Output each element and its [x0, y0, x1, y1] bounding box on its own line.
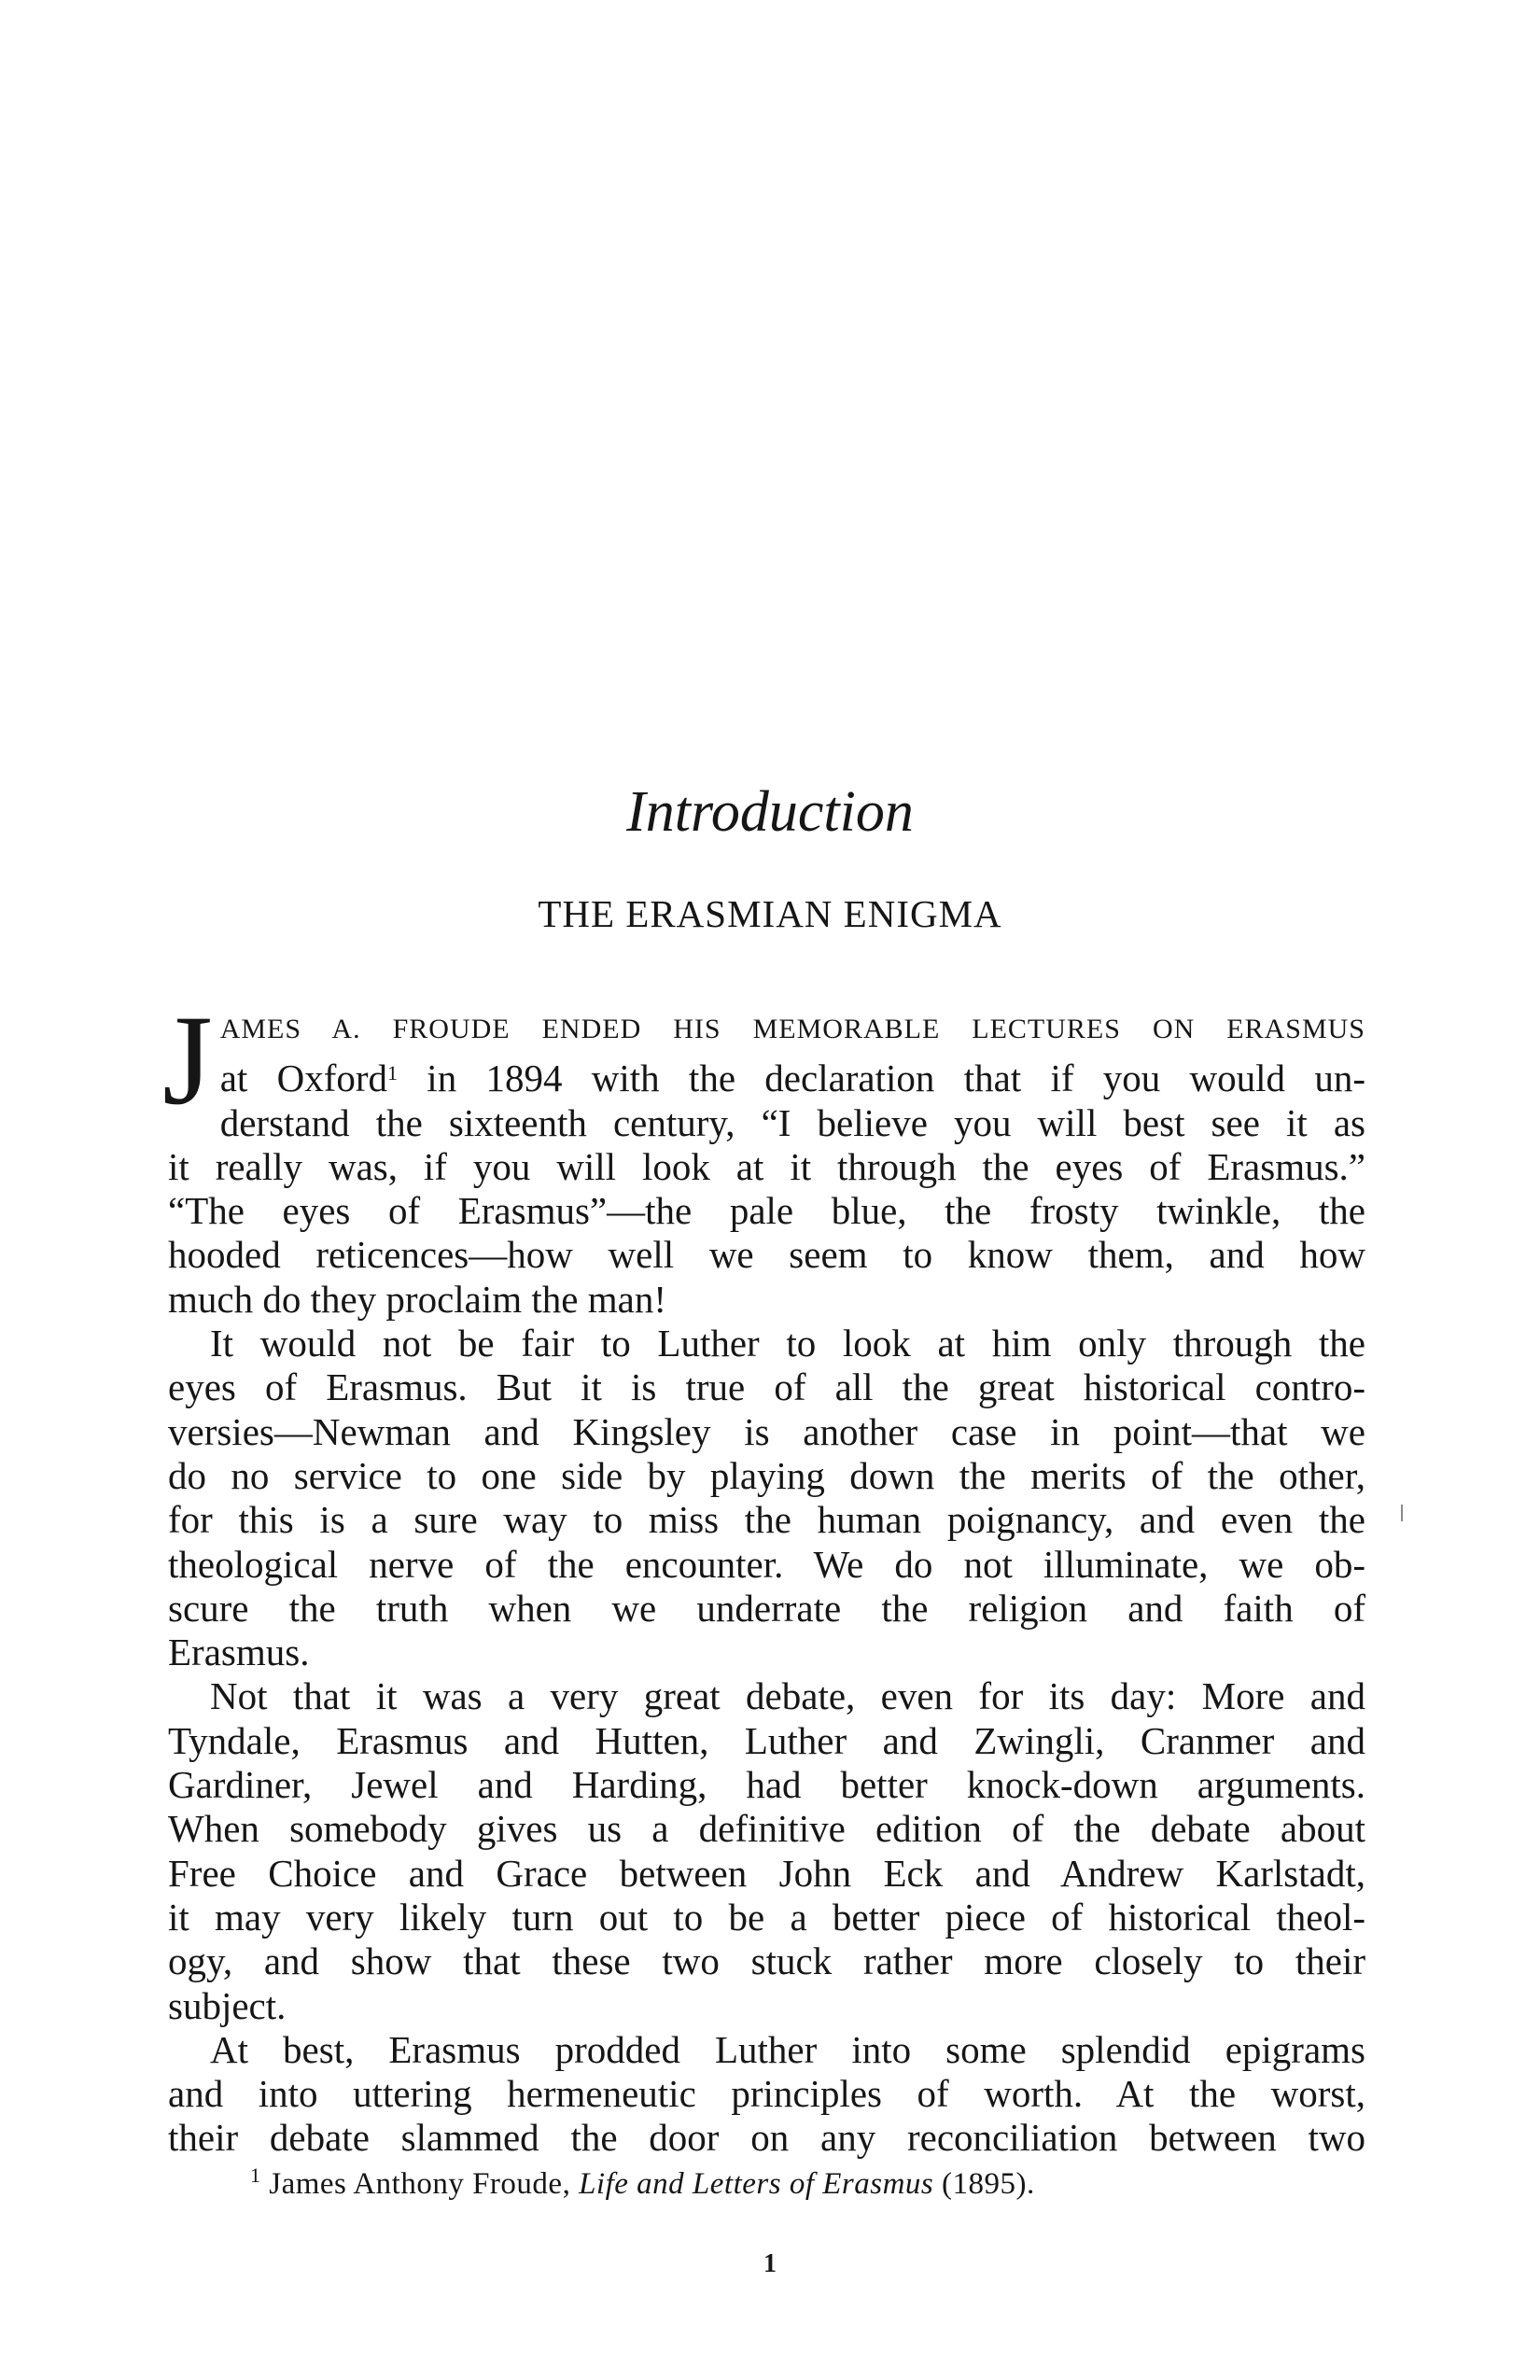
page-number: 1: [763, 2249, 777, 2278]
text-line: and into uttering hermeneutic principles of worth. At the worst,: [168, 2072, 1365, 2116]
text-line: much do they proclaim the man!: [168, 1277, 666, 1321]
body-text: [162, 988, 1365, 2161]
chapter-title: Introduction: [626, 780, 914, 844]
paragraph-1: [162, 988, 1365, 1322]
text-line: hooded reticences—how well we seem to know them, and how: [168, 1233, 1365, 1277]
paragraph-3: [168, 1674, 1365, 2027]
drop-cap: J: [162, 988, 213, 1131]
footnote-reference: 1: [387, 1061, 399, 1085]
text-line: ogy, and show that these two stuck rather more closely to their: [168, 1939, 1365, 1983]
section-heading: THE ERASMIAN ENIGMA: [538, 892, 1002, 935]
text-line: versies—Newman and Kingsley is another case in point—that we: [168, 1409, 1365, 1453]
text-line: derstand the sixteenth century, “I believe you will best see it as: [219, 1100, 1365, 1144]
text-line: eyes of Erasmus. But it is true of all the great historical contro-: [168, 1365, 1365, 1409]
text-line: Gardiner, Jewel and Harding, had better knock-down arguments.: [168, 1763, 1365, 1807]
footnote-work-title: Life and Letters of Erasmus: [579, 2167, 934, 2201]
text-line: for this is a sure way to miss the human poignancy, and even the: [168, 1498, 1365, 1542]
text-line: Erasmus.: [168, 1631, 310, 1674]
text-line: At best, Erasmus prodded Luther into some splendid epigrams: [210, 2027, 1365, 2071]
footnote-author: James Anthony Froude,: [269, 2167, 571, 2201]
text-line: at Oxford$^1$ in 1894 with the declaration that if you would un-: [219, 1057, 1365, 1100]
text-line: [168, 1003, 1365, 1051]
footnote: [250, 2163, 1305, 2202]
text-line: Not that it was a very great debate, even for its day: More and: [210, 1674, 1365, 1718]
text-line: subject.: [168, 1983, 287, 2027]
text-line: it really was, if you will look at it through the eyes of Erasmus.”: [168, 1144, 1365, 1188]
text-line: scure the truth when we underrate the religion and faith of: [168, 1586, 1365, 1630]
text-line: When somebody gives us a definitive edition of the debate about: [168, 1807, 1365, 1851]
text-line: their debate slammed the door on any reconciliation between two: [168, 2116, 1365, 2160]
text-line: do no service to one side by playing down the merits of the other,: [168, 1453, 1365, 1497]
text-line: it may very likely turn out to be a better piece of historical theol-: [168, 1895, 1365, 1939]
small-caps-opening: AMES A. FROUDE ENDED HIS MEMORABLE LECTURES ON ERASMUS: [219, 1014, 1365, 1044]
text-line: Tyndale, Erasmus and Hutten, Luther and Zwingli, Cranmer and: [168, 1718, 1365, 1762]
paragraph-4: [168, 2028, 1365, 2161]
margin-mark: [1401, 1505, 1403, 1521]
text-line: theological nerve of the encounter. We do not illuminate, we ob-: [168, 1542, 1365, 1586]
text-line: “The eyes of Erasmus”—the pale blue, the frosty twinkle, the: [168, 1189, 1365, 1233]
text-line: Free Choice and Grace between John Eck and Andrew Karlstadt,: [168, 1851, 1365, 1895]
text-line: It would not be fair to Luther to look at him only through the: [210, 1322, 1365, 1365]
footnote-year: (1895).: [942, 2167, 1035, 2201]
paragraph-2: [168, 1322, 1365, 1674]
footnote-marker: 1: [250, 2163, 261, 2187]
